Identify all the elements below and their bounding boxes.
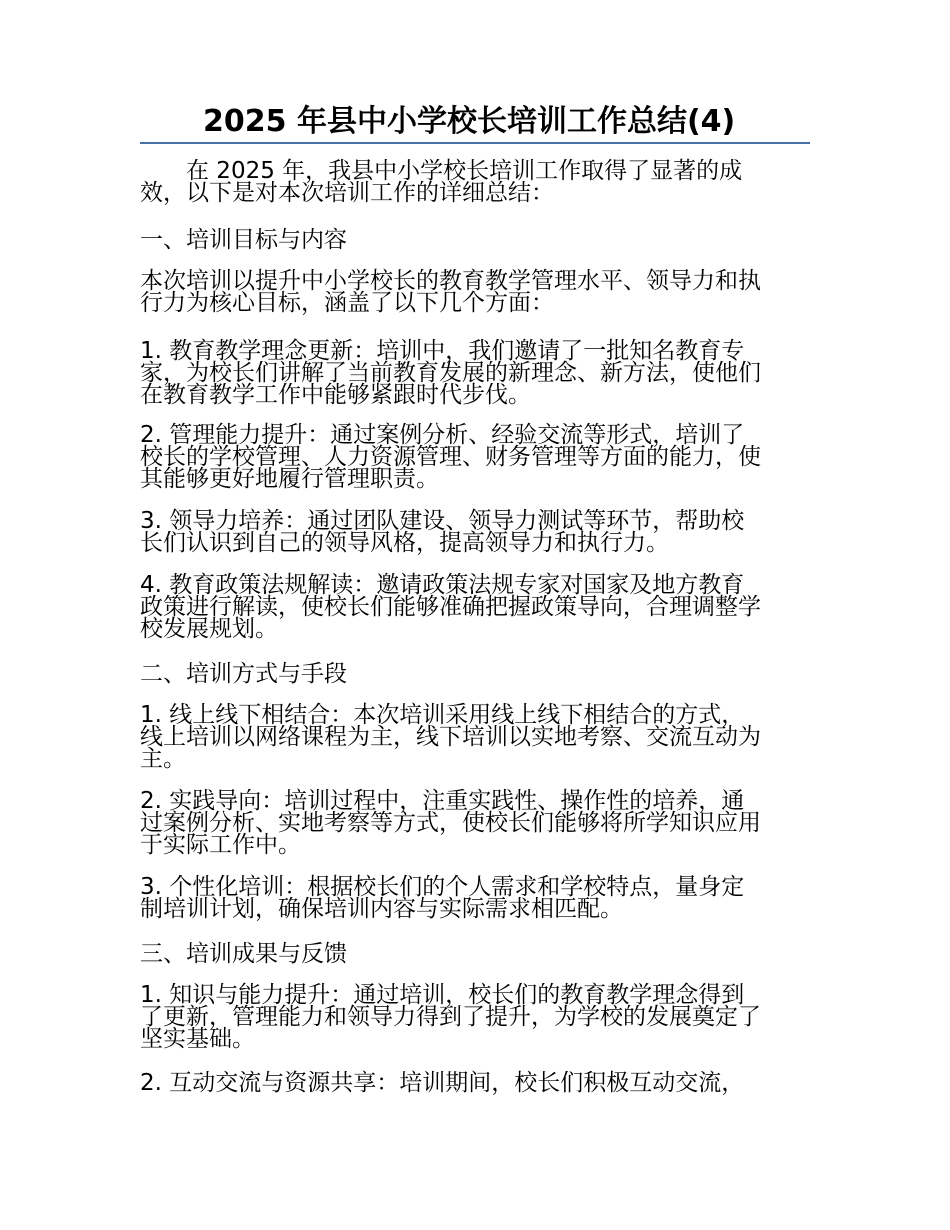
section2-item-3: 3. 个性化培训：根据校长们的个人需求和学校特点，量身定 制培训计划，确保培训内容与实际需求相匹配。 <box>140 874 745 922</box>
section-heading-results: 三、培训成果与反馈 <box>140 941 347 967</box>
document-title: 2025 年县中小学校长培训工作总结(4) <box>203 104 736 139</box>
section1-intro-paragraph: 本次培训以提升中小学校长的教育教学管理水平、领导力和执 行力为核心目标，涵盖了以下几个方面： <box>140 268 761 316</box>
section1-item-3: 3. 领导力培养：通过团队建设、领导力测试等环节，帮助校 长们认识到自己的领导风格，提高领导力和执行力。 <box>140 508 745 556</box>
section1-item-2: 2. 管理能力提升：通过案例分析、经验交流等形式，培训了 校长的学校管理、人力资源管理、财务管理等方面的能力，使 其能够更好地履行管理职责。 <box>140 422 761 492</box>
section2-item-1: 1. 线上线下相结合：本次培训采用线上线下相结合的方式， 线上培训以网络课程为主，线下培训以实地考察、交流互动为 主。 <box>140 702 761 772</box>
section1-item-4: 4. 教育政策法规解读：邀请政策法规专家对国家及地方教育 政策进行解读，使校长们能够准确把握政策导向，合理调整学 校发展规划。 <box>140 572 761 642</box>
section3-item-1: 1. 知识与能力提升：通过培训，校长们的教育教学理念得到 了更新，管理能力和领导力得到了提升，为学校的发展奠定了 坚实基础。 <box>140 982 761 1052</box>
title-area <box>140 100 810 144</box>
section-heading-methods: 二、培训方式与手段 <box>140 661 347 687</box>
intro-paragraph: 在 2025 年，我县中小学校长培训工作取得了显著的成 效，以下是对本次培训工作的详细总结： <box>140 158 743 206</box>
section-heading-goals: 一、培训目标与内容 <box>140 227 347 253</box>
section1-item-1: 1. 教育教学理念更新：培训中，我们邀请了一批知名教育专 家，为校长们讲解了当前教育发展的新理念、新方法，使他们 在教育教学工作中能够紧跟时代步伐。 <box>140 338 761 408</box>
section2-item-2: 2. 实践导向：培训过程中，注重实践性、操作性的培养，通 过案例分析、实地考察等方式，使校长们能够将所学知识应用 于实际工作中。 <box>140 788 761 858</box>
section3-item-2: 2. 互动交流与资源共享：培训期间，校长们积极互动交流， <box>140 1070 745 1096</box>
